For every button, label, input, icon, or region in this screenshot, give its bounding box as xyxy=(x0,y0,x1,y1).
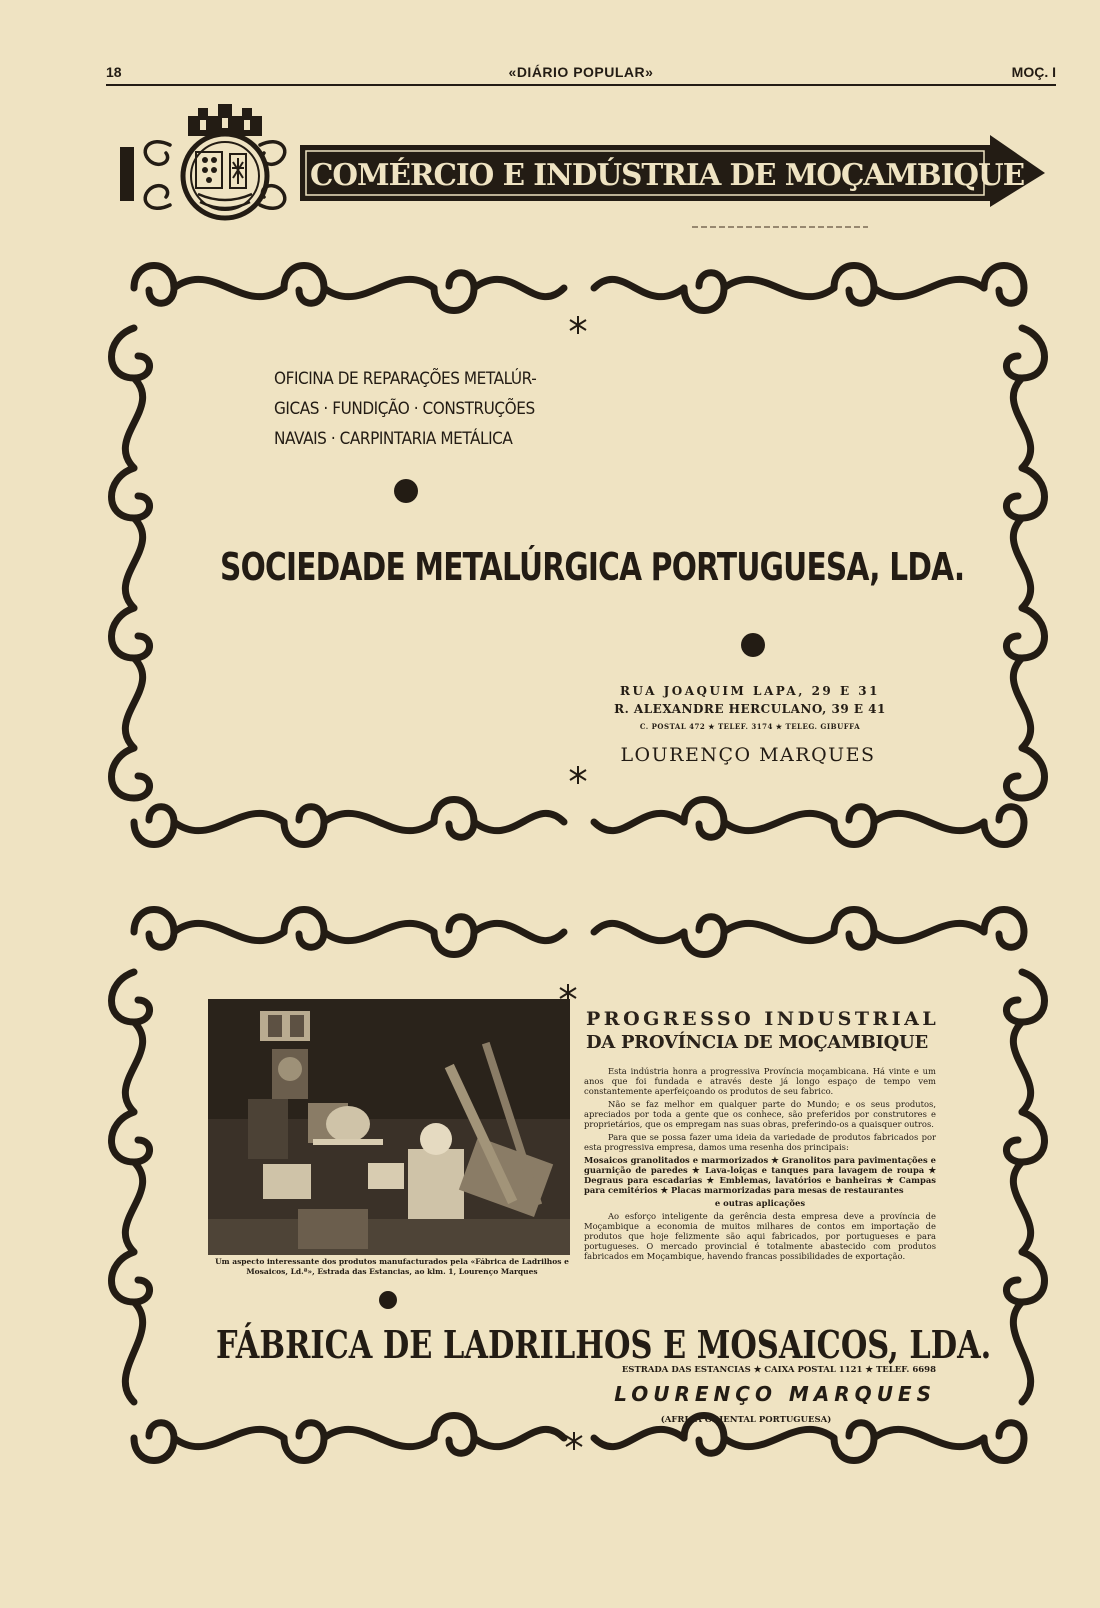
article-body xyxy=(584,1066,936,1264)
ad2-company-name: FÁBRICA DE LADRILHOS E MOSAICOS, LDA. xyxy=(216,1322,992,1367)
newspaper-title: «DIÁRIO POPULAR» xyxy=(508,64,654,80)
ink-smudge xyxy=(690,222,870,232)
article-paragraph: Esta indústria honra a progressiva Província moçambicana. Há vinte e um anos que foi fundada e através deste já longo espaço de tempo vem constantemente aperfeiçoando os produtos de seu fabrico. xyxy=(584,1066,936,1096)
article-heading-line2: DA PROVÍNCIA DE MOÇAMBIQUE xyxy=(586,1032,928,1053)
ad1-description-line: NAVAIS · CARPINTARIA METÁLICA xyxy=(274,429,513,449)
ad1-description-line: OFICINA DE REPARAÇÕES METALÚR- xyxy=(274,369,537,389)
ad1-address-block xyxy=(610,684,890,731)
photo-caption: Um aspecto interessante dos produtos manufacturados pela «Fábrica de Ladrilhos e Mosaicos, Ld.ª», Estrada das Estancias, ao klm. 1, Lourenço Marques xyxy=(215,1257,569,1276)
products-list: Mosaicos granolitados e marmorizados ★ Granolitos para pavimentações e guarnição de paredes ★ Lava-loiças e tanques para lavagem de roupa ★ Degraus para escadarias ★ Emblemas, lavatórios e banheiras ★ Campas para cemitérios ★ Placas marmorizadas para mesas de restaurantes xyxy=(584,1155,936,1195)
ad1-address-line2: R. ALEXANDRE HERCULANO, 39 E 41 xyxy=(614,702,886,716)
ad1-city: LOURENÇO MARQUES xyxy=(620,744,876,766)
bullet-dot xyxy=(378,1290,398,1310)
bullet-dot xyxy=(740,632,766,658)
page-number: 18 xyxy=(106,64,122,80)
header-rule xyxy=(106,84,1056,86)
ad1-description-line: GICAS · FUNDIÇÃO · CONSTRUÇÕES xyxy=(274,399,535,419)
bullet-dot xyxy=(393,478,419,504)
banner-title: COMÉRCIO E INDÚSTRIA DE MOÇAMBIQUE xyxy=(310,158,1025,193)
article-paragraph: Não se faz melhor em qualquer parte do Mundo; e os seus produtos, apreciados por toda a gente que os conhece, são preferidos por construtores e proprietários, que os empregam nas suas obras, preferindo-os a quaisquer outros. xyxy=(584,1099,936,1129)
section-label: MOÇ. I xyxy=(1011,64,1056,80)
ad2-city: LOURENÇO MARQUES xyxy=(614,1382,936,1406)
ad1-contact-line: C. POSTAL 472 ★ TELEF. 3174 ★ TELEG. GIBUFFA xyxy=(639,722,861,731)
article-heading-line1: PROGRESSO INDUSTRIAL xyxy=(586,1008,940,1030)
ad2-region: (AFRICA ORIENTAL PORTUGUESA) xyxy=(660,1415,832,1425)
products-list-end: e outras aplicações xyxy=(714,1198,806,1208)
ad1-services-description xyxy=(274,364,544,454)
factory-showroom-photo xyxy=(208,999,570,1255)
article-heading xyxy=(586,1008,942,1053)
running-header xyxy=(106,62,1056,84)
article-paragraph: Para que se possa fazer uma ideia da variedade de produtos fabricados por esta progressiva empresa, damos uma resenha dos principais: xyxy=(584,1132,936,1152)
coat-of-arms-emblem xyxy=(170,98,280,228)
ad1-company-name: SOCIEDADE METALÚRGICA PORTUGUESA, LDA. xyxy=(220,545,965,589)
article-paragraph: Ao esforço inteligente da gerência desta empresa deve a província de Moçambique a economia de muitos milhares de contos em importação de produtos que hoje felizmente são aqui fabricados, por portugueses e para portugueses. O mercado provincial é totalmente abastecido com produtos fabricados em Moçambique, havendo francas possibilidades de exportação. xyxy=(584,1211,936,1261)
ad2-address: ESTRADA DAS ESTANCIAS ★ CAIXA POSTAL 1121 ★ TELEF. 6698 xyxy=(621,1365,936,1375)
ad1-address-line1: RUA JOAQUIM LAPA, 29 E 31 xyxy=(620,684,880,698)
